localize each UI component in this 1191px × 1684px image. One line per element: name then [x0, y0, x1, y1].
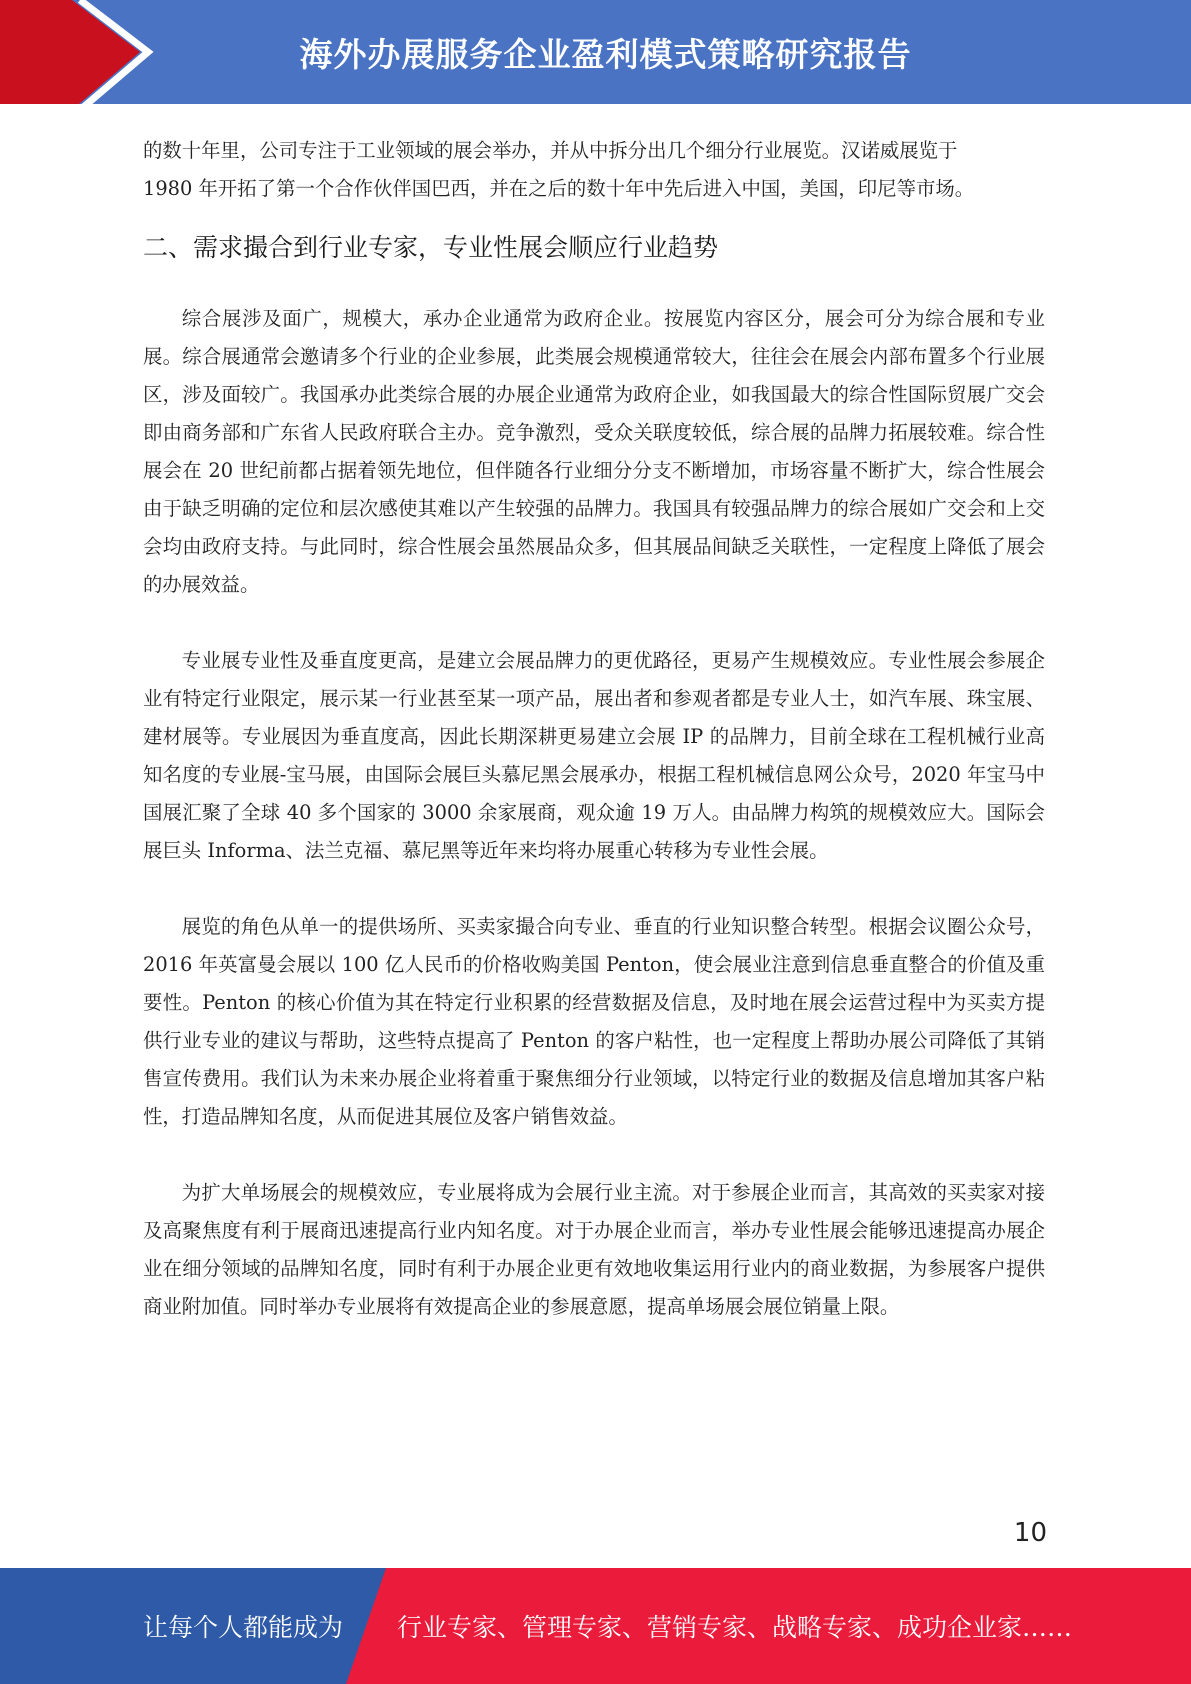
intro-line-1: 的数十年里，公司专注于工业领域的展会举办，并从中拆分出几个细分行业展览。汉诺威展览于 [143, 139, 958, 162]
page-number: 10 [1013, 1518, 1047, 1548]
footer-slogan-left: 让每个人都能成为 [143, 1613, 344, 1642]
paragraph-industry-knowledge: 展览的角色从单一的提供场所、买卖家撮合向专业、垂直的行业知识整合转型。根据会议圈公众号，2016 年英富曼会展以 100 亿人民币的价格收购美国 Penton，使会展业注意到信息垂直整合的价值及重要性。Penton 的核心价值为其在特定行业积累的经营数据及信息，及时地在展会运营过程中为买卖方提供行业专业的建议与帮助，这些特点提高了 Penton 的客户粘性，也一定程度上帮助办展公司降低了其销售宣传费用。我们认为未来办展企业将着重于聚焦细分行业领域，以特定行业的数据及信息增加其客户粘性，打造品牌知名度，从而促进其展位及客户销售效益。 [143, 915, 1045, 1128]
page-header [0, 0, 1191, 110]
paragraph-comprehensive-exhibitions: 综合展涉及面广，规模大，承办企业通常为政府企业。按展览内容区分，展会可分为综合展和专业展。综合展通常会邀请多个行业的企业参展，此类展会规模通常较大，往往会在展会内部布置多个行业展区，涉及面较广。我国承办此类综合展的办展企业通常为政府企业，如我国最大的综合性国际贸展广交会即由商务部和广东省人民政府联合主办。竞争激烈，受众关联度较低，综合展的品牌力拓展较难。综合性展会在 20 世纪前都占据着领先地位，但伴随各行业细分分支不断增加，市场容量不断扩大，综合性展会由于缺乏明确的定位和层次感使其难以产生较强的品牌力。我国具有较强品牌力的综合展如广交会和上交会均由政府支持。与此同时，综合性展会虽然展品众多，但其展品间缺乏关联性，一定程度上降低了展会的办展效益。 [143, 307, 1045, 596]
section-heading: 二、需求撮合到行业专家，专业性展会顺应行业趋势 [143, 233, 719, 262]
intro-line-2: 1980 年开拓了第一个合作伙伴国巴西，并在之后的数十年中先后进入中国，美国，印尼等市场。 [143, 177, 975, 200]
paragraph-professional-exhibitions: 专业展专业性及垂直度更高，是建立会展品牌力的更优路径，更易产生规模效应。专业性展会参展企业有特定行业限定，展示某一行业甚至某一项产品，展出者和参观者都是专业人士，如汽车展、珠宝展、建材展等。专业展因为垂直度高，因此长期深耕更易建立会展 IP 的品牌力，目前全球在工程机械行业高知名度的专业展-宝马展，由国际会展巨头慕尼黑会展承办，根据工程机械信息网公众号，2020 年宝马中国展汇聚了全球 40 多个国家的 3000 余家展商，观众逾 19 万人。由品牌力构筑的规模效应大。国际会展巨头 Informa、法兰克福、慕尼黑等近年来均将办展重心转移为专业性会展。 [143, 649, 1045, 862]
footer-slogan-right: 行业专家、管理专家、营销专家、战略专家、成功企业家…… [397, 1613, 1073, 1642]
paragraph-scale-effect: 为扩大单场展会的规模效应，专业展将成为会展行业主流。对于参展企业而言，其高效的买卖家对接及高聚焦度有利于展商迅速提高行业内知名度。对于办展企业而言，举办专业性展会能够迅速提高办展企业在细分领域的品牌知名度，同时有利于办展企业更有效地收集运用行业内的商业数据，为参展客户提供商业附加值。同时举办专业展将有效提高企业的参展意愿，提高单场展会展位销量上限。 [143, 1181, 1045, 1318]
document-body [143, 132, 1045, 1326]
page-footer [0, 1568, 1191, 1684]
report-title: 海外办展服务企业盈利模式策略研究报告 [299, 34, 912, 74]
